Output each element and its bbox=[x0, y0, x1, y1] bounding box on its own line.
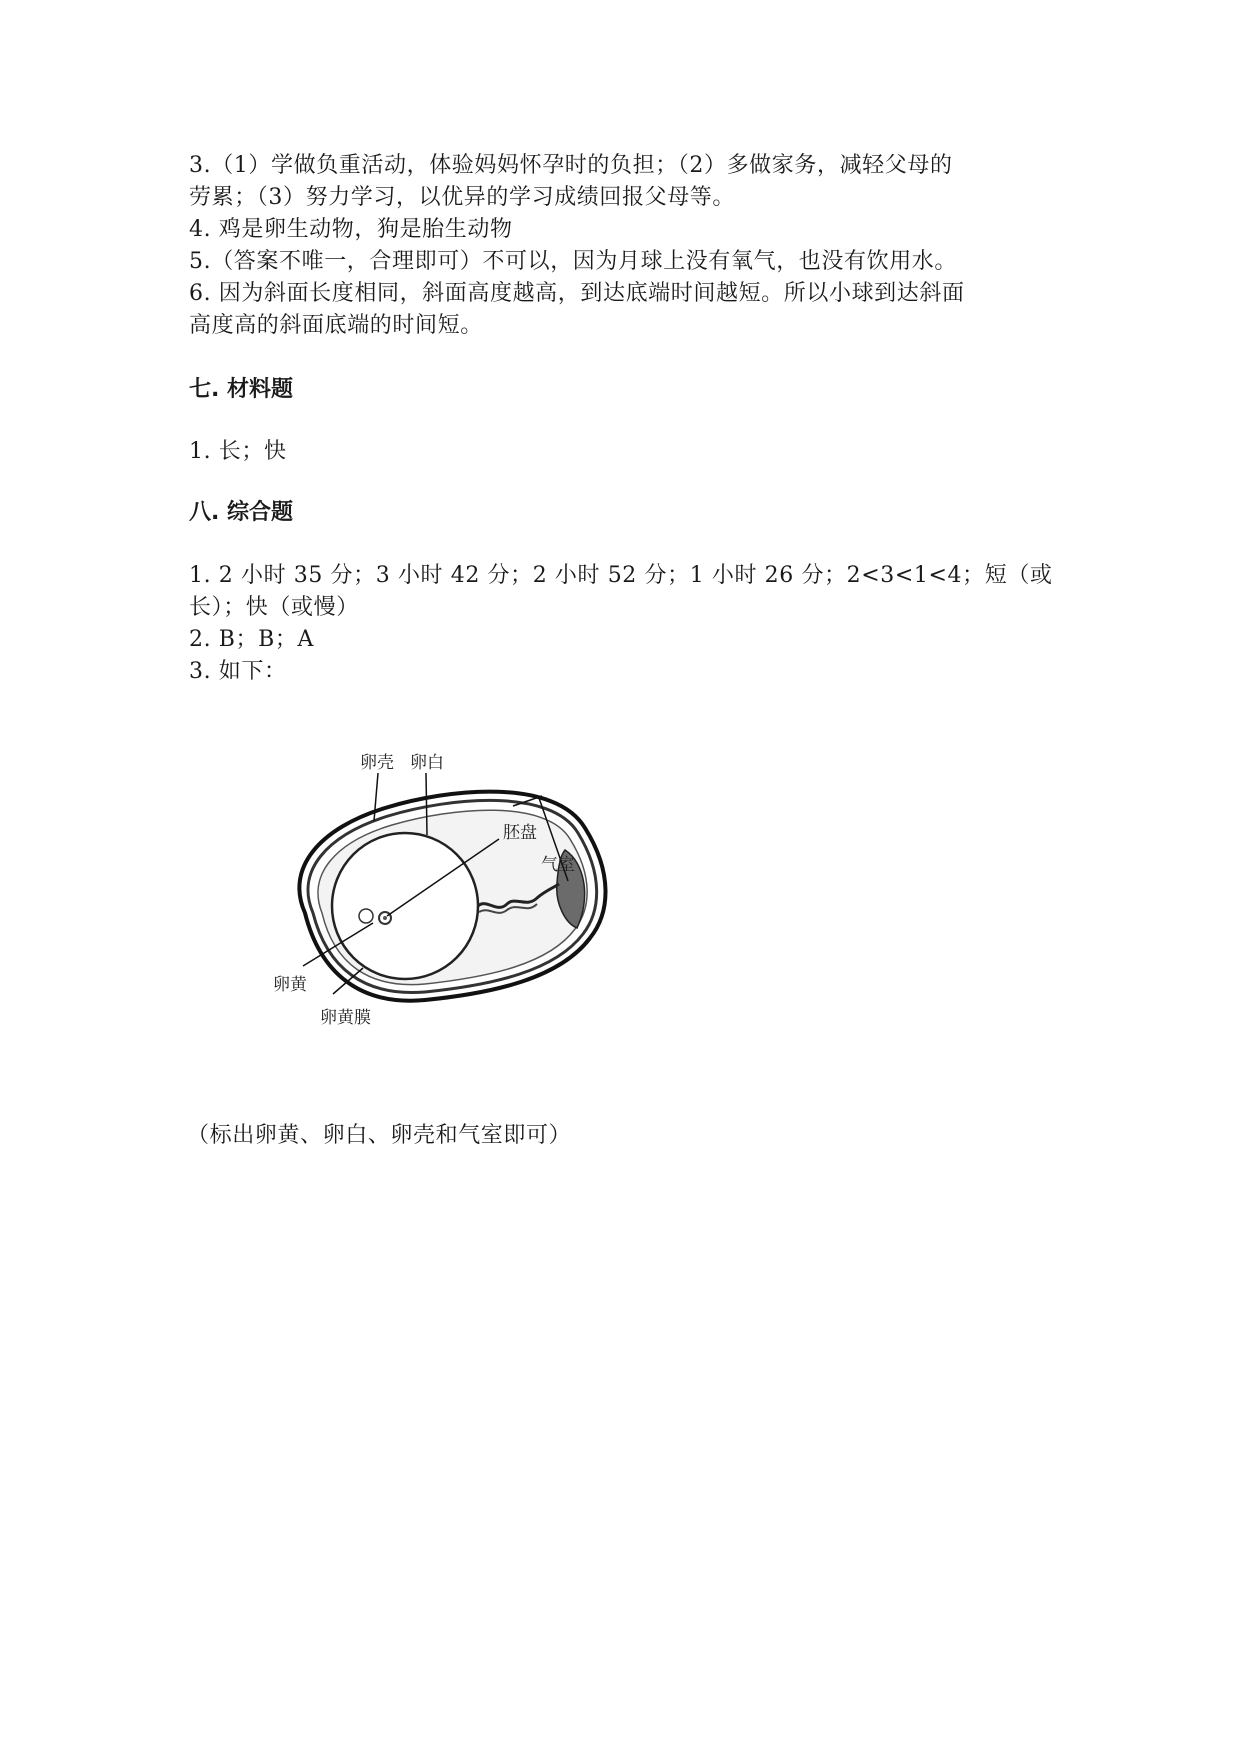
section-8-answer-3: 3. 如下： bbox=[189, 659, 287, 684]
yolk bbox=[332, 833, 478, 979]
label-yolk: 卵黄 bbox=[273, 975, 307, 995]
section-8-answer-1-line-1: 1. 2 小时 35 分；3 小时 42 分；2 小时 52 分；1 小时 26 分；2<3<1<4；短（或 bbox=[189, 563, 1053, 588]
label-air-cell: 气室 bbox=[541, 855, 575, 875]
section-8-answer-1-line-2: 长）；快（或慢） bbox=[189, 595, 359, 620]
section-7-answer-1: 1. 长；快 bbox=[189, 439, 287, 464]
section-8-answer-2: 2. B；B；A bbox=[189, 627, 315, 652]
section-7-heading: 七. 材料题 bbox=[189, 377, 294, 402]
egg-structure-diagram bbox=[265, 738, 645, 1058]
answer-3-line-2: 劳累；（3）努力学习，以优异的学习成绩回报父母等。 bbox=[189, 185, 735, 210]
label-albumen: 卵白 bbox=[410, 753, 444, 773]
answer-6-line-2: 高度高的斜面底端的时间短。 bbox=[189, 313, 483, 338]
answer-3-line-1: 3.（1）学做负重活动，体验妈妈怀孕时的负担；（2）多做家务，减轻父母的 bbox=[189, 153, 953, 178]
label-yolk-membrane: 卵黄膜 bbox=[320, 1008, 371, 1028]
section-8-heading: 八. 综合题 bbox=[189, 500, 294, 525]
germinal-disc-dot-left bbox=[359, 909, 373, 923]
answer-4: 4. 鸡是卵生动物，狗是胎生动物 bbox=[189, 217, 513, 242]
label-germinal-disc: 胚盘 bbox=[503, 823, 537, 843]
answer-6-line-1: 6. 因为斜面长度相同，斜面高度越高，到达底端时间越短。所以小球到达斜面 bbox=[189, 281, 965, 306]
answer-5: 5.（答案不唯一，合理即可）不可以，因为月球上没有氧气，也没有饮用水。 bbox=[189, 249, 957, 274]
albumen-leader-line bbox=[426, 773, 427, 835]
diagram-note: （标出卵黄、卵白、卵壳和气室即可） bbox=[187, 1123, 572, 1148]
label-shell: 卵壳 bbox=[360, 753, 394, 773]
